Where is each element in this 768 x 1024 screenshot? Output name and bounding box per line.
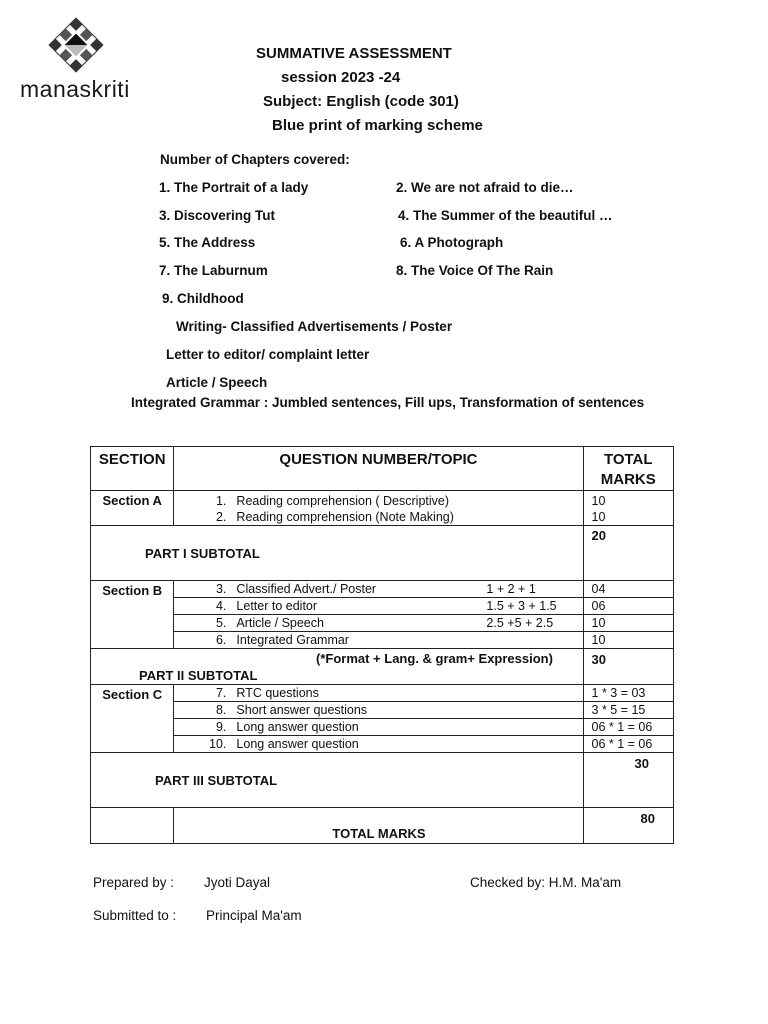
part3-subtotal-marks: 30 [583,753,673,808]
part1-subtotal-marks: 20 [583,526,673,581]
section-a-label: Section A [91,491,174,526]
total-marks-value: 80 [583,808,673,844]
table-header-row [91,447,674,491]
table-row [91,685,674,702]
part1-subtotal-label: PART I SUBTOTAL [91,526,584,581]
submitted-to-name: Principal Ma'am [206,908,302,923]
part2-subtotal-cell [91,649,584,685]
table-row [91,632,674,649]
chapter-item: 5. The Address [159,235,256,250]
chapter-item: 7. The Laburnum [159,263,268,278]
list-item: 5. Article / Speech 2.5 +5 + 2.5 [174,615,583,632]
list-item: 6. Integrated Grammar [174,632,583,649]
table-row [91,491,674,526]
session-line: session 2023 -24 [281,69,401,86]
chapter-item: 2. We are not afraid to die… [396,180,574,195]
marking-scheme-table [90,446,674,844]
table-row [91,702,674,719]
list-item: 1. Reading comprehension ( Descriptive) [215,494,450,508]
header-question: QUESTION NUMBER/TOPIC [174,447,583,491]
brand-name: manaskriti [20,76,130,102]
chapter-item: 1. The Portrait of a lady [159,180,309,195]
submitted-to-label: Submitted to : [93,908,177,923]
table-row [91,526,674,581]
marks-cell: 10 [583,632,673,649]
checked-by: Checked by: H.M. Ma'am [470,875,622,890]
prepared-by-label: Prepared by : [93,875,175,890]
part3-subtotal-label: PART III SUBTOTAL [91,753,584,808]
table-row [91,808,674,844]
list-item: 9. Long answer question [174,719,583,736]
table-row [91,615,674,632]
marks-cell: 3 * 5 = 15 [583,702,673,719]
total-marks-label: TOTAL MARKS [174,808,583,844]
table-row [91,719,674,736]
list-item: 7. RTC questions [174,685,583,702]
header-total-marks: TOTAL MARKS [583,447,673,491]
assessment-title: SUMMATIVE ASSESSMENT [256,45,452,62]
chapter-item: 8. The Voice Of The Rain [396,263,554,278]
table-row [91,736,674,753]
table-row [91,581,674,598]
writing-line: Writing- Classified Advertisements / Poster [176,319,453,334]
grammar-line: Integrated Grammar : Jumbled sentences, Fill ups, Transformation of sentences [131,395,645,410]
blueprint-line: Blue print of marking scheme [272,117,483,134]
total-empty-cell [91,808,174,844]
list-item: 4. Letter to editor 1.5 + 3 + 1.5 [174,598,583,615]
list-item: 8. Short answer questions [174,702,583,719]
chapters-heading: Number of Chapters covered: [160,152,350,167]
marks-cell: 06 [583,598,673,615]
manaskriti-logo-icon [45,14,107,76]
table-row [91,649,674,685]
marks-cell: 04 [583,581,673,598]
table-row [91,753,674,808]
section-c-label: Section C [91,685,174,753]
chapter-item: 3. Discovering Tut [159,208,276,223]
writing-line: Letter to editor/ complaint letter [166,347,370,362]
chapter-item: 6. A Photograph [400,235,504,250]
writing-line: Article / Speech [166,375,268,390]
section-b-label: Section B [91,581,174,649]
part2-subtotal-label: PART II SUBTOTAL [139,668,258,683]
list-item: 2. Reading comprehension (Note Making) [215,510,454,524]
part2-format-note: (*Format + Lang. & gram+ Expression) [316,651,553,666]
list-item: 3. Classified Advert./ Poster 1 + 2 + 1 [174,581,583,598]
chapter-item: 4. The Summer of the beautiful … [398,208,613,223]
brand-logo [20,14,130,104]
marks-cell: 06 * 1 = 06 [583,719,673,736]
marks-cell: 06 * 1 = 06 [583,736,673,753]
marks-cell: 1 * 3 = 03 [583,685,673,702]
header-section: SECTION [91,447,174,491]
part2-subtotal-marks: 30 [583,649,673,685]
list-item: 10. Long answer question [174,736,583,753]
section-a-marks: 10 10 [583,491,673,526]
subject-line: Subject: English (code 301) [263,93,459,110]
prepared-by-name: Jyoti Dayal [204,875,271,890]
chapter-item: 9. Childhood [162,291,244,306]
table-row [91,598,674,615]
marks-cell: 10 [583,615,673,632]
section-a-questions [174,491,583,526]
